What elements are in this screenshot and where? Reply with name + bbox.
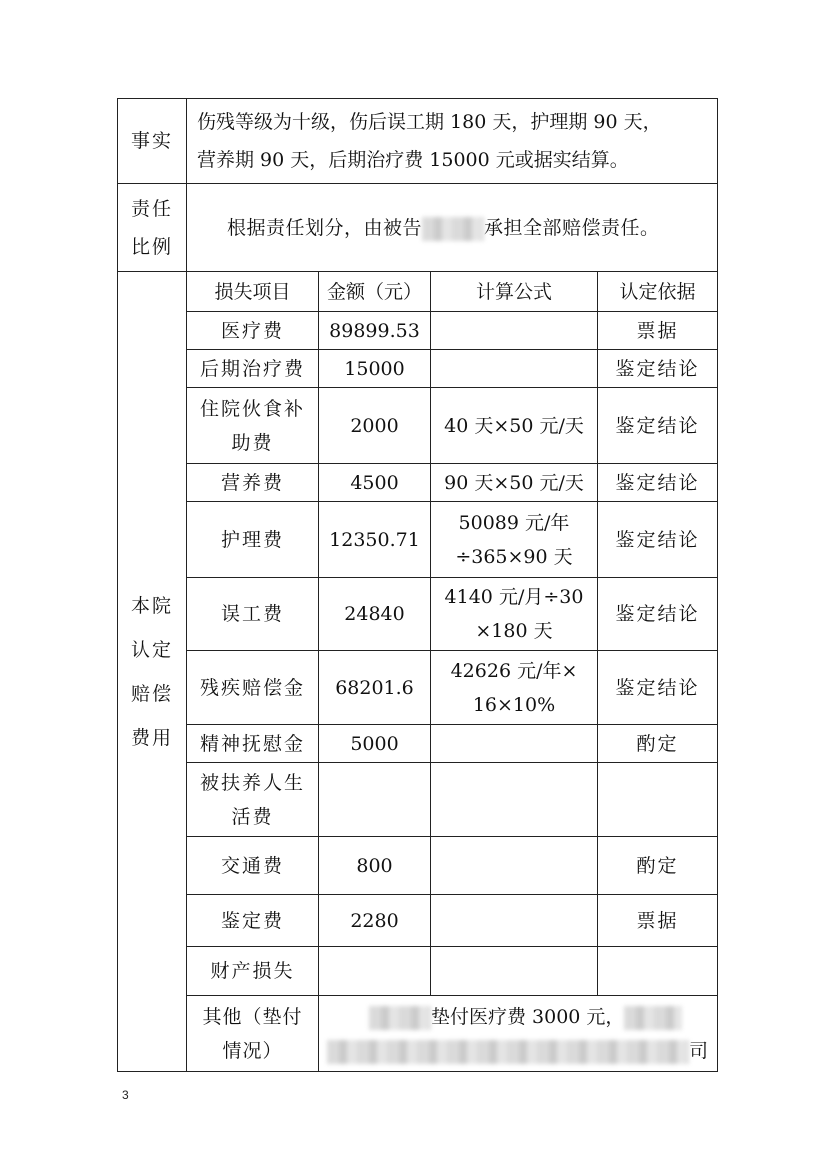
row-item-line: 医疗费 [220,319,284,342]
redacted-text [327,1040,689,1064]
expense-header-row [118,272,718,312]
table-row [118,947,718,996]
row-formula [431,502,598,578]
row-basis-line: 鉴定结论 [615,676,700,699]
redacted-text [624,1006,682,1030]
table-row [118,837,718,895]
row-item [187,464,319,502]
table-row [118,350,718,388]
row-item-line: 后期治疗费 [199,357,305,380]
row-basis-line: 票据 [636,909,679,932]
row-formula [431,464,598,502]
other-text-line-1 [327,1000,713,1034]
row-formula [431,763,598,837]
row-item-line: 住院伙食补 [199,397,305,420]
other-text-middle: 垫付医疗费 3000 元， [431,1005,625,1028]
row-formula [431,651,598,725]
header-amount: 金额（元） [319,272,431,312]
liability-label-line-2: 比例 [130,235,173,258]
table-row [118,651,718,725]
header-basis: 认定依据 [598,272,718,312]
facts-label: 事实 [118,99,187,184]
row-item-line: 财产损失 [210,960,295,982]
row-basis-line: 鉴定结论 [615,357,700,380]
row-item-line: 精神抚慰金 [199,732,305,755]
row-basis-line: 鉴定结论 [615,603,700,625]
row-item [187,388,319,464]
row-basis [598,725,718,763]
table-row [118,312,718,350]
table-row [118,578,718,651]
row-amount [319,947,431,996]
row-basis-line: 鉴定结论 [615,471,700,494]
row-item [187,725,319,763]
row-formula [431,312,598,350]
row-formula-line: ×180 天 [475,620,553,642]
expenses-section-label-line: 本院 [130,594,173,617]
liability-text-before: 根据责任划分，由被告 [227,216,423,239]
row-amount [319,578,431,651]
row-formula [431,388,598,464]
row-amount [319,312,431,350]
row-formula [431,837,598,895]
row-formula-line: ÷365×90 天 [455,545,573,568]
facts-text [187,99,718,184]
row-basis [598,388,718,464]
redacted-defendant-name [422,217,484,241]
row-amount-line: 2000 [350,414,399,437]
row-amount-line: 68201.6 [335,676,414,699]
row-amount-line: 2280 [350,909,399,932]
row-formula-line: 90 天×50 元/天 [444,471,584,494]
row-item [187,578,319,651]
row-formula-line: 4140 元/月÷30 [444,586,584,608]
row-formula-line: 50089 元/年 [458,511,570,534]
row-item-line: 护理费 [220,528,284,551]
liability-text-after: 承担全部赔偿责任。 [484,216,660,239]
liability-label-line-1: 责任 [130,197,173,220]
table-row [118,464,718,502]
row-basis [598,312,718,350]
row-basis-line: 酌定 [636,732,679,755]
row-amount-line: 89899.53 [329,319,420,342]
row-amount-line: 800 [356,854,393,877]
row-formula-line: 16×10% [472,693,556,716]
row-item [187,502,319,578]
row-basis [598,651,718,725]
table-row [118,763,718,837]
row-amount [319,651,431,725]
facts-row [118,99,718,184]
expenses-section-label-line: 费用 [130,726,173,749]
table-row [118,725,718,763]
row-amount [319,388,431,464]
liability-text [187,184,718,272]
row-basis [598,350,718,388]
row-basis-line: 鉴定结论 [615,414,700,437]
row-basis [598,837,718,895]
row-amount [319,502,431,578]
liability-row [118,184,718,272]
row-item-line: 残疾赔偿金 [199,676,305,699]
row-item-line: 误工费 [220,603,284,625]
row-item-line: 助费 [231,431,274,454]
expenses-section-label-line: 认定 [130,638,173,661]
redacted-payer-name [369,1006,431,1030]
other-label-line-2: 情况） [222,1039,283,1062]
row-basis-line: 票据 [636,319,679,342]
row-basis [598,895,718,947]
row-basis [598,502,718,578]
facts-line-1: 伤残等级为十级，伤后误工期 180 天，护理期 90 天， [197,111,662,133]
other-text-line-2 [327,1034,713,1068]
row-item [187,837,319,895]
page-number: 3 [122,1088,129,1102]
other-label [187,996,319,1072]
compensation-table [117,98,718,1072]
row-amount [319,725,431,763]
other-label-line-1: 其他（垫付 [202,1005,303,1028]
liability-label [118,184,187,272]
table-row [118,502,718,578]
row-amount-line: 5000 [350,732,399,755]
row-formula [431,895,598,947]
row-amount [319,464,431,502]
row-item [187,763,319,837]
row-amount-line: 24840 [344,603,405,625]
row-basis [598,464,718,502]
row-basis [598,763,718,837]
row-formula [431,350,598,388]
header-item: 损失项目 [187,272,319,312]
other-text [319,996,718,1072]
row-basis-line: 酌定 [636,854,679,877]
row-amount [319,350,431,388]
row-item [187,895,319,947]
table-row [118,388,718,464]
row-item [187,947,319,996]
facts-line-2: 营养期 90 天，后期治疗费 15000 元或据实结算。 [197,149,629,171]
row-amount-line: 15000 [344,357,405,380]
row-item-line: 活费 [231,805,274,828]
other-row [118,996,718,1072]
row-formula [431,578,598,651]
row-item-line: 被扶养人生 [199,771,305,794]
row-amount [319,895,431,947]
row-formula-line: 40 天×50 元/天 [444,414,584,437]
expenses-section-label-line: 赔偿 [130,682,173,705]
table-body [118,99,718,1072]
row-item-line: 交通费 [220,854,284,877]
row-basis [598,947,718,996]
row-item-line: 营养费 [220,471,284,494]
header-formula: 计算公式 [431,272,598,312]
row-amount [319,763,431,837]
row-amount [319,837,431,895]
expenses-section-label [118,272,187,1072]
row-item [187,312,319,350]
row-amount-line: 12350.71 [329,528,420,551]
row-formula-line: 42626 元/年× [450,659,578,682]
other-text-end: 司 [689,1039,709,1062]
row-formula [431,725,598,763]
row-item [187,651,319,725]
row-amount-line: 4500 [350,471,399,494]
row-basis-line: 鉴定结论 [615,528,700,551]
table-row [118,895,718,947]
row-basis [598,578,718,651]
row-item-line: 鉴定费 [220,909,284,932]
row-formula [431,947,598,996]
row-item [187,350,319,388]
